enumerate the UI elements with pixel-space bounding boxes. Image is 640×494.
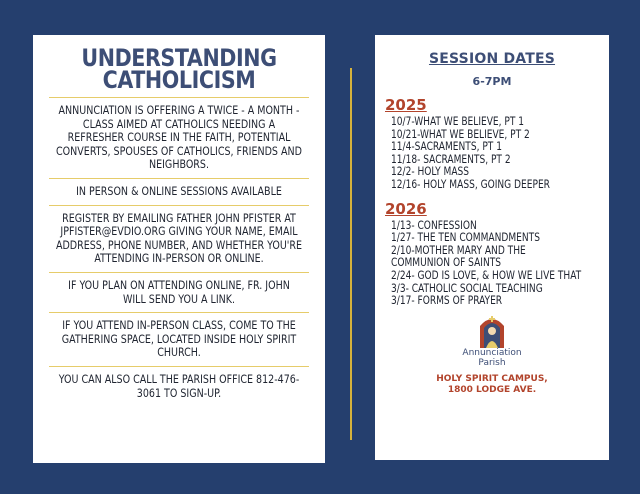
list-item: 11/18- SACRAMENTS, PT 2	[391, 152, 511, 166]
campus-line-2: 1800 LODGE AVE.	[447, 384, 537, 395]
list-item: 2/24- GOD IS LOVE, & HOW WE LIVE THAT	[391, 268, 582, 282]
parish-name-line-2: Parish	[478, 357, 506, 368]
session-dates-heading: SESSION DATES	[428, 51, 556, 67]
online-paragraph: IF YOU PLAN ON ATTENDING ONLINE, FR. JOHN WILL SEND YOU A LINK.	[68, 277, 290, 306]
list-item: 1/13- CONFESSION	[391, 218, 477, 232]
list-item: 1/27- THE TEN COMMANDMENTS	[391, 231, 540, 245]
list-item: 3/3- CATHOLIC SOCIAL TEACHING	[391, 281, 543, 295]
year-heading-2026: 2026	[385, 199, 427, 218]
register-paragraph: REGISTER BY EMAILING FATHER JOHN PFISTER AT JPFISTER@EVDIO.ORG GIVING YOUR NAME, EMAIL ADDRESS, PHONE NUMBER, AND WHETHER YOU'RE ATTENDING IN-PERSON OR ONLINE.	[55, 210, 303, 266]
list-item: 2/10-MOTHER MARY AND THE COMMUNION OF SAINTS	[391, 243, 526, 270]
parish-name-line-1: Annunciation	[462, 347, 522, 358]
list-item: 12/16- HOLY MASS, GOING DEEPER	[391, 177, 550, 191]
in-person-paragraph: IF YOU ATTEND IN-PERSON CLASS, COME TO THE GATHERING SPACE, LOCATED INSIDE HOLY SPIRIT CHURCH.	[61, 318, 297, 360]
campus-line-1: HOLY SPIRIT CAMPUS,	[436, 373, 548, 384]
phone-paragraph: YOU CAN ALSO CALL THE PARISH OFFICE 812-476-3061 TO SIGN-UP.	[58, 371, 300, 400]
session-list-2026	[391, 220, 599, 308]
list-item: 12/2- HOLY MASS	[391, 165, 470, 179]
list-item: 10/7-WHAT WE BELIEVE, PT 1	[391, 115, 525, 128]
page-title	[64, 44, 294, 94]
title-line-1: UNDERSTANDING	[81, 44, 277, 72]
info-card	[33, 35, 325, 463]
list-item: 3/17- FORMS OF PRAYER	[391, 294, 503, 308]
session-time: 6-7PM	[472, 75, 512, 88]
session-card	[375, 35, 609, 460]
year-heading-2025: 2025	[385, 96, 427, 114]
parish-logo-icon	[477, 314, 507, 348]
list-item: 10/21-WHAT WE BELIEVE, PT 2	[391, 127, 530, 141]
session-list-2025	[391, 116, 599, 192]
intro-paragraph: ANNUNCIATION IS OFFERING A TWICE - A MONTH - CLASS AIMED AT CATHOLICS NEEDING A REFRESHER COURSE IN THE FAITH, POTENTIAL CONVERTS, SPOUSES OF CATHOLICS, FRIENDS AND NEIGHBORS.	[56, 103, 302, 172]
center-divider	[350, 68, 352, 440]
title-line-2: CATHOLICISM	[102, 66, 256, 94]
sessions-available-paragraph: IN PERSON & ONLINE SESSIONS AVAILABLE	[76, 183, 282, 198]
list-item: 11/4-SACRAMENTS, PT 1	[391, 140, 502, 154]
